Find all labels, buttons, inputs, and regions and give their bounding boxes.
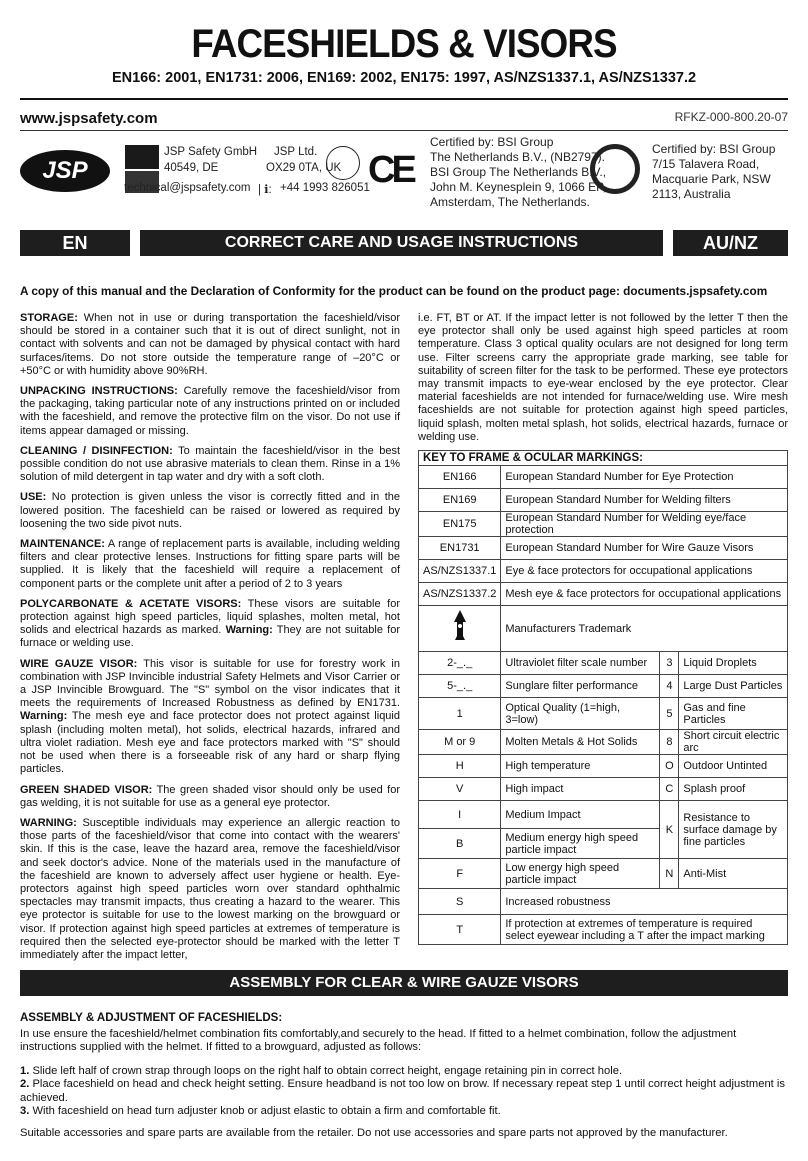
table-row: [419, 755, 788, 778]
assembly-intro: In use ensure the faceshield/helmet combination fits comfortably,and securely to the head. If fitted to a helmet combination, follow the adjustment instructions supplied with the helmet. If fitted to a browguard, adjusted as follows:: [20, 1027, 737, 1053]
mark-desc: Sunglare filter performance: [501, 675, 660, 698]
table-row: [419, 583, 788, 606]
mark-code: C: [660, 778, 679, 801]
table-row: [419, 512, 788, 537]
cert-line: BSI Group The Netherlands B.V.,: [430, 165, 607, 179]
section-heading: STORAGE:: [20, 312, 78, 324]
assembly-section: [20, 1012, 788, 1140]
list-item: [20, 1078, 788, 1105]
ltd-postcode: OX29 0TA, UK: [266, 162, 342, 174]
step-number: 1.: [20, 1064, 30, 1077]
step-number: 2.: [20, 1078, 30, 1090]
mark-desc: Splash proof: [679, 778, 788, 801]
mark-code: 4: [660, 675, 679, 698]
section-maintenance: [20, 538, 400, 591]
mark-code: EN175: [419, 512, 501, 537]
jsp-logo: JSP: [20, 150, 110, 192]
divider: [20, 130, 788, 131]
table-row: [419, 652, 788, 675]
warning-label: Warning:: [225, 624, 273, 637]
section-warning: [20, 817, 400, 962]
gmbh-name: JSP Safety GmbH: [164, 146, 258, 158]
section-heading: MAINTENANCE:: [20, 538, 105, 551]
ce-mark-icon: CE: [368, 149, 413, 191]
mark-desc: Short circuit electric arc: [679, 730, 788, 755]
assembly-heading: ASSEMBLY & ADJUSTMENT OF FACESHIELDS:: [20, 1012, 283, 1024]
table-row: [419, 606, 788, 652]
section-heading: WIRE GAUZE VISOR:: [20, 657, 138, 670]
email-link[interactable]: technical@jspsafety.com: [124, 182, 251, 194]
mark-code: 5: [660, 698, 679, 730]
section-storage: [20, 312, 400, 378]
gmbh-postcode: 40549, DE: [164, 162, 219, 174]
mark-desc: Optical Quality (1=high, 3=low): [501, 698, 660, 730]
section-wire-gauze: [20, 658, 400, 777]
warning-label: Warning:: [20, 710, 68, 723]
cert-line: 7/15 Talavera Road,: [652, 157, 760, 171]
table-row: [419, 698, 788, 730]
section-text: They are not suitable for furnace or welding use.: [20, 624, 400, 650]
step-number: 3.: [20, 1105, 30, 1117]
section-text: No protection is given unless the visor is correctly fitted and in the lowered position. The faceshield can be raised or lowered as required by loosening the two side pivot nuts.: [20, 491, 400, 530]
table-row: [419, 560, 788, 583]
mark-desc: European Standard Number for Eye Protection: [501, 466, 788, 489]
list-item: [20, 1065, 788, 1079]
mark-desc: Large Dust Particles: [679, 675, 788, 698]
mark-desc: Anti-Mist: [679, 859, 788, 889]
divider: [20, 98, 788, 100]
table-row: [419, 675, 788, 698]
section-heading: CLEANING / DISINFECTION:: [20, 444, 173, 457]
mark-code: O: [660, 755, 679, 778]
assembly-banner: ASSEMBLY FOR CLEAR & WIRE GAUZE VISORS: [20, 970, 788, 996]
banner-aunz: AU/NZ: [673, 230, 788, 256]
cert-line: Macquarie Park, NSW: [652, 172, 771, 186]
mark-code: EN166: [419, 466, 501, 489]
left-column: [20, 312, 400, 969]
mark-desc: Molten Metals & Hot Solids: [501, 730, 660, 755]
section-heading: WARNING:: [20, 816, 77, 829]
section-text: When not in use or during transportation the faceshield/visor should be stored in a container such that it is out of direct sunlight, not in contact with solvents and can not be damaged by physical contact with hard surfaces/items. Do not store outside the temperature range of –20°C or +50°C or with humidity above 90%RH.: [20, 312, 400, 377]
list-item: [20, 1105, 788, 1119]
mark-code: H: [419, 755, 501, 778]
section-text: These visors are suitable for protection against high speed particles, liquid splashes, molten metal, hot solids and electrical hazards as marked.: [20, 597, 400, 637]
mark-code: S: [419, 889, 501, 915]
mark-desc: Medium Impact: [501, 801, 660, 829]
section-text: The green shaded visor should only be used for gas welding, it is not suitable for use as a general eye protector.: [20, 783, 400, 809]
cert-line: Certified by: BSI Group: [652, 142, 776, 156]
section-text: Carefully remove the faceshield/visor from the packaging, taking particular note of any instructions printed on or included with the faceshield, and remove the protective film on the visor. Do not use if items appear damaged or missing.: [20, 385, 401, 437]
mark-code: 2-_._: [419, 652, 501, 675]
mark-desc: Eye & face protectors for occupational applications: [501, 560, 788, 583]
ltd-name: JSP Ltd.: [274, 146, 318, 158]
cert-bsi-nl: [430, 135, 606, 210]
table-row: [419, 889, 788, 915]
mark-desc: Ultraviolet filter scale number: [501, 652, 660, 675]
mark-desc: European Standard Number for Welding filters: [501, 489, 788, 512]
mark-desc: Gas and fine Particles: [679, 698, 788, 730]
section-heading: POLYCARBONATE & ACETATE VISORS:: [20, 597, 242, 610]
mark-code: AS/NZS1337.1: [419, 560, 501, 583]
mark-desc: If protection at extremes of temperature is required select eyewear including a T after the impact marking: [501, 915, 788, 945]
markings-table: [418, 450, 788, 945]
page-title: FACESHIELDS & VISORS: [191, 22, 617, 66]
section-unpacking: [20, 385, 400, 438]
table-row: [419, 859, 788, 889]
globe-icon: [326, 146, 360, 180]
mark-desc: Manufacturers Trademark: [501, 606, 788, 652]
mark-code: 5-_._: [419, 675, 501, 698]
section-use: [20, 491, 400, 531]
mark-desc: Liquid Droplets: [679, 652, 788, 675]
banner-title: CORRECT CARE AND USAGE INSTRUCTIONS: [140, 230, 663, 256]
mark-desc: Low energy high speed particle impact: [501, 859, 660, 889]
mark-code: V: [419, 778, 501, 801]
table-row: [419, 537, 788, 560]
eu-flag-icon: [125, 145, 159, 169]
mark-code: EN169: [419, 489, 501, 512]
mark-code: M or 9: [419, 730, 501, 755]
mark-desc: Mesh eye & face protectors for occupational applications: [501, 583, 788, 606]
mark-desc: Increased robustness: [501, 889, 788, 915]
rcm-mark-icon: [590, 144, 640, 194]
table-row: [419, 778, 788, 801]
mark-desc: European Standard Number for Welding eye/face protection: [501, 512, 788, 537]
section-polycarbonate: [20, 598, 400, 651]
mark-code: I: [419, 801, 501, 829]
table-row: [419, 730, 788, 755]
section-text: To maintain the faceshield/visor in the best possible condition do not use abrasive materials to clean them. Rinse in a 1% solution of mild detergent in tap water and dry with a soft cloth.: [20, 444, 401, 484]
phone-number: +44 1993 826051: [280, 182, 370, 194]
section-text: This visor is suitable for use for forestry work in combination with JSP Invincible industrial Safety Helmets and Visor Carrier or a JSP Invincible Browguard. The "S" symbol on the visor indicates that it meets the requirements of Increased Robustness as defined by EN1731.: [20, 657, 400, 710]
section-heading: UNPACKING INSTRUCTIONS:: [20, 385, 178, 398]
mark-code: AS/NZS1337.2: [419, 583, 501, 606]
mark-desc: Resistance to surface damage by fine particles: [679, 801, 788, 859]
step-text: Place faceshield on head and check height setting. Ensure headband is not too low on brow. If necessary repeat step 1 until correct height adjustment is achieved.: [20, 1078, 785, 1104]
table-row: [419, 466, 788, 489]
step-text: With faceshield on head turn adjuster knob or adjust elastic to obtain a firm and comfortable fit.: [29, 1105, 501, 1117]
table-header: KEY TO FRAME & OCULAR MARKINGS:: [419, 451, 788, 466]
cert-line: Amsterdam, The Netherlands.: [430, 195, 590, 209]
table-row: [419, 489, 788, 512]
cert-bsi-au: [652, 142, 775, 202]
mark-code: F: [419, 859, 501, 889]
cert-line: Certified by: BSI Group: [430, 135, 554, 149]
section-text: A range of replacement parts is available, including welding filters and clear protective lenses. Instructions for fitting spare parts will be supplied. It is likely that the faceshield will require a replacement of component parts or the complete unit after a period of 2 to 3 years: [20, 538, 400, 590]
website-link[interactable]: www.jspsafety.com: [20, 110, 158, 127]
cert-line: The Netherlands B.V., (NB2797).: [430, 150, 605, 164]
table-row: [419, 915, 788, 945]
standards-line: EN166: 2001, EN1731: 2006, EN169: 2002, EN175: 1997, AS/NZS1337.1, AS/NZS1337.2: [111, 70, 697, 86]
mark-code: EN1731: [419, 537, 501, 560]
section-heading: GREEN SHADED VISOR:: [20, 783, 153, 796]
right-column-text: [418, 312, 788, 451]
copy-note: A copy of this manual and the Declaration of Conformity for the product can be found on the product page: documents.jspsafety.com: [20, 284, 768, 298]
table-row: [419, 801, 788, 829]
section-text: Susceptible individuals may experience an allergic reaction to those parts of the faceshield/visor that come into contact with the wearers' skin. If this is the case, leave the hazard area, remove the faceshield/visor and seek doctor's advice. None of the materials used in the manufacture of the faceshield are known to adversely affect user hygiene or health. Eye-protectors against high speed particles worn over standard ophthalmic spectacles may transmit impacts, thus creating a hazard to the wearer. This eye protector is suitable for use to the lowest marking on the browguard or visor. If protection against high speed particles at extremes of temperature is required then the selected eye-protector should be marked with the letter T immediately after the impact letter,: [20, 816, 400, 961]
cert-line: John M. Keynesplein 9, 1066 EP,: [430, 180, 606, 194]
mark-code: N: [660, 859, 679, 889]
mark-desc: High temperature: [501, 755, 660, 778]
mark-code: 8: [660, 730, 679, 755]
mark-desc: Medium energy high speed particle impact: [501, 829, 660, 859]
mark-code: B: [419, 829, 501, 859]
section-cleaning: [20, 445, 400, 485]
section-text: i.e. FT, BT or AT. If the impact letter is not followed by the letter T then the eye protector shall only be used against high speed particles at room temperature. Class 3 optical quality oculars are not designed for long term use. Filter screens carry the appropriate grade marking, see table for suitability of screen filter for the task to be performed. These eye protectors may transmit impacts to eye-wear enclosed by the eye protector. Clear material faceshields are not intended for furnace/welding use. Wire mesh faceshields are not suitable for protection against high speed particles, liquid splash, molten metal splash, hot solids, electrical hazards, furnace or welding use.: [418, 312, 788, 443]
trademark-icon: [419, 606, 501, 652]
document-ref: RFKZ-000-800.20-07: [674, 110, 788, 124]
assembly-footer: Suitable accessories and spare parts are available from the retailer. Do not use accessories and spare parts not approved by the manufacturer.: [20, 1126, 728, 1139]
step-text: Slide left half of crown strap through loops on the right half to obtain correct height, engage retaining pin in correct hole.: [29, 1064, 623, 1077]
banner-en: EN: [20, 230, 130, 256]
mark-desc: High impact: [501, 778, 660, 801]
section-text: The mesh eye and face protector does not protect against liquid splash (including molten metal), hot solids, electrical hazards, infrared and ultra violet radiation. Mesh eye and face protectors marked with "S" should not be used when there is a forseeable risk of any hard or sharp flying particles.: [20, 710, 400, 776]
cert-line: 2113, Australia: [652, 187, 731, 201]
mark-code: 1: [419, 698, 501, 730]
section-green-visor: [20, 784, 400, 810]
mark-code: T: [419, 915, 501, 945]
info-icon: | ℹ:: [258, 184, 272, 196]
mark-desc: European Standard Number for Wire Gauze Visors: [501, 537, 788, 560]
mark-desc: Outdoor Untinted: [679, 755, 788, 778]
section-heading: USE:: [20, 491, 47, 504]
mark-code: K: [660, 801, 679, 859]
mark-code: 3: [660, 652, 679, 675]
